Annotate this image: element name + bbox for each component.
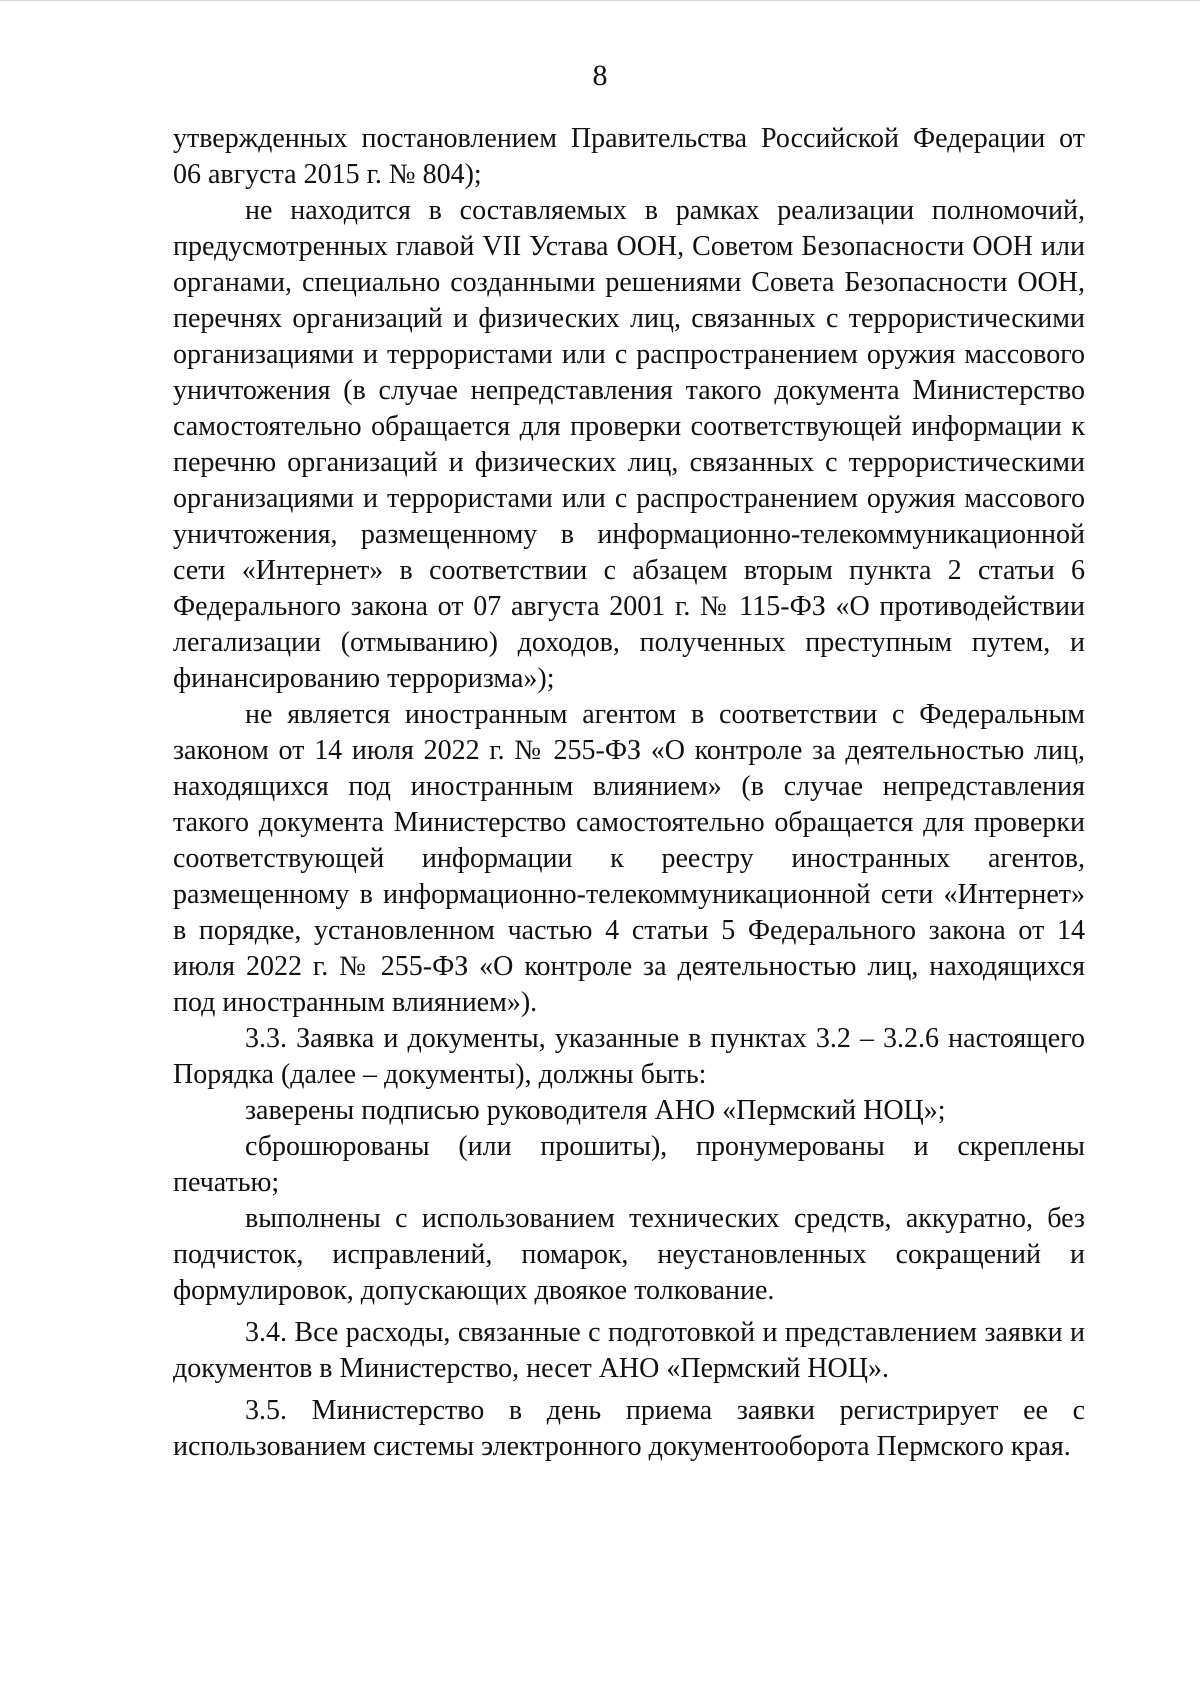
paragraph-foreign-agent: не является иностранным агентом в соответствии с Федеральным законом от 14 июля 2022 г. № 255-ФЗ «О контроле за деятельностью лиц, находящихся под иностранным влиянием» (в случае непредставления такого документа Министерство самостоятельно обращается для проверки соответствующей информации к реестру иностранных агентов, размещенному в информационно-телекоммуникационной сети «Интернет» в порядке, установленном частью 4 статьи 5 Федерального закона от 14 июля 2022 г. № 255-ФЗ «О контроле за деятельностью лиц, находящихся под иностранным влиянием»). (173, 699, 1085, 1018)
paragraph-bound: сброшюрованы (или прошиты), пронумерованы и скреплены печатью; (173, 1131, 1085, 1198)
paragraph-signed: заверены подписью руководителя АНО «Пермский НОЦ»; (245, 1095, 946, 1126)
paragraph-3-3: 3.3. Заявка и документы, указанные в пунктах 3.2 – 3.2.6 настоящего Порядка (далее – документы), должны быть: (173, 1023, 1085, 1090)
paragraph-3-5: 3.5. Министерство в день приема заявки регистрирует ее с использованием системы электронного документооборота Пермского края. (173, 1395, 1085, 1462)
paragraph-un-sanctions-list: не находится в составляемых в рамках реализации полномочий, предусмотренных главой VII Устава ООН, Советом Безопасности ООН или органами, специально созданными решениями Совета Безопасности ООН, перечнях организаций и физических лиц, связанных с террористическими организациями и террористами или с распространением оружия массового уничтожения (в случае непредставления такого документа Министерство самостоятельно обращается для проверки соответствующей информации к перечню организаций и физических лиц, связанных с террористическими организациями и террористами или с распространением оружия массового уничтожения, размещенному в информационно-телекоммуникационной сети «Интернет» в соответствии с абзацем вторым пункта 2 статьи 6 Федерального закона от 07 августа 2001 г. № 115-ФЗ «О противодействии легализации (отмыванию) доходов, полученных преступным путем, и финансированию терроризма»); (173, 195, 1085, 694)
document-body (173, 121, 1085, 1465)
paragraph-continuation: утвержденных постановлением Правительства Российской Федерации от 06 августа 2015 г. № 804); (173, 123, 1085, 190)
paragraph-executed: выполнены с использованием технических средств, аккуратно, без подчисток, исправлений, помарок, неустановленных сокращений и формулировок, допускающих двоякое толкование. (173, 1203, 1085, 1306)
paragraph-3-4: 3.4. Все расходы, связанные с подготовкой и представлением заявки и документов в Министерство, несет АНО «Пермский НОЦ». (173, 1317, 1085, 1384)
page-top-edge (0, 0, 1200, 1)
page-number: 8 (592, 59, 608, 92)
